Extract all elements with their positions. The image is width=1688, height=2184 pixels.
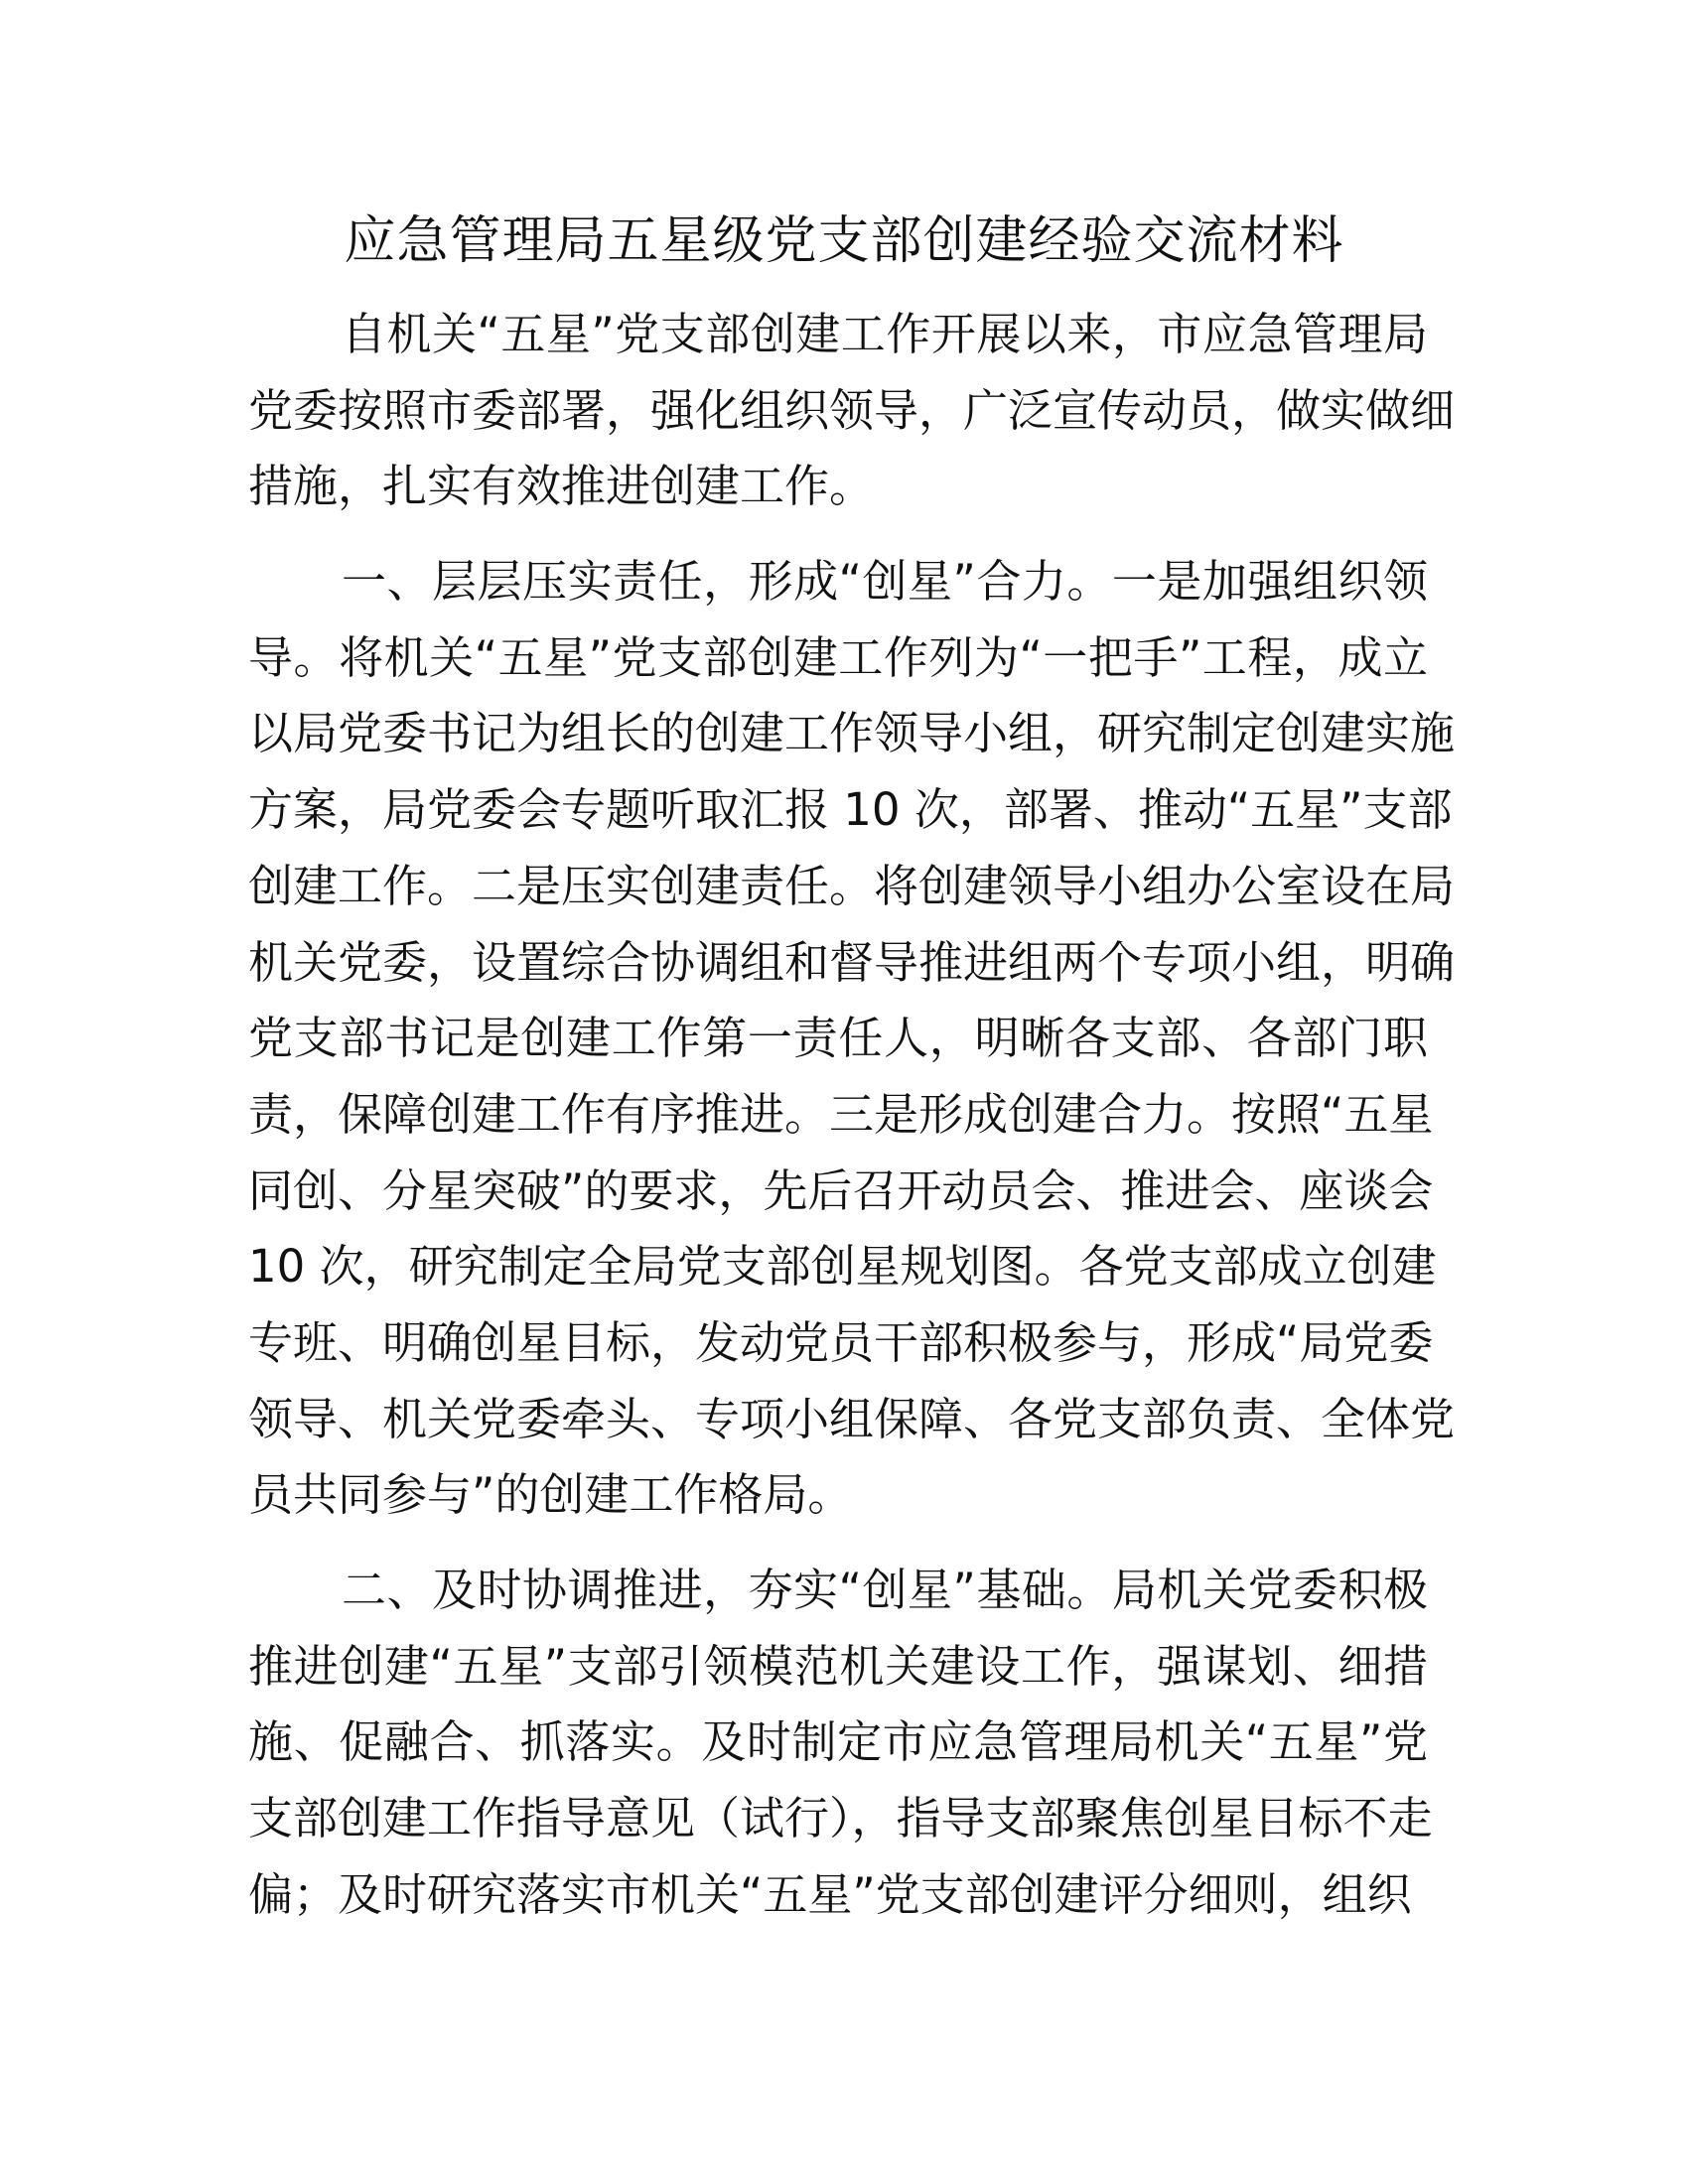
text-line: 导。将机关“五星”党支部创建工作列为“一把手”工程，成立 — [248, 630, 1428, 684]
paragraph — [248, 544, 1456, 1534]
document-title: 应急管理局五星级党支部创建经验交流材料 — [344, 211, 1344, 271]
text-line: 推进创建“五星”支部引领模范机关建设工作，强谋划、细措 — [248, 1639, 1428, 1693]
text-line: 施、促融合、抓落实。及时制定市应急管理局机关“五星”党 — [248, 1715, 1428, 1769]
paragraph — [248, 297, 1456, 525]
text-line: 以局党委书记为组长的创建工作领导小组，研究制定创建实施 — [248, 707, 1456, 760]
paragraph — [248, 1553, 1433, 1933]
text-line: 支部创建工作指导意见（试行），指导支部聚焦创星目标不走 — [248, 1792, 1433, 1845]
text-line: 偏；及时研究落实市机关“五星”党支部创建评分细则，组织 — [248, 1867, 1412, 1921]
text-line: 机关党委，设置综合协调组和督导推进组两个专项小组，明确 — [248, 935, 1456, 989]
text-line: 措施，扎实有效推进创建工作。 — [248, 460, 875, 513]
text-line: 自机关“五星”党支部创建工作开展以来，市应急管理局 — [342, 308, 1428, 360]
text-line: 二、及时协调推进，夯实“创星”基础。局机关党委积极 — [342, 1564, 1428, 1616]
text-line: 创建工作。二是压实创建责任。将创建领导小组办公室设在局 — [248, 859, 1456, 912]
text-line: 责，保障创建工作有序推进。三是形成创建合力。按照“五星 — [248, 1087, 1434, 1141]
text-line: 方案，局党委会专题听取汇报 10 次，部署、推动“五星”支部 — [248, 783, 1453, 837]
text-line: 同创、分星突破”的要求，先后召开动员会、推进会、座谈会 — [248, 1163, 1434, 1217]
text-line: 员共同参与”的创建工作格局。 — [248, 1468, 853, 1522]
text-line: 10 次，研究制定全局党支部创星规划图。各党支部成立创建 — [248, 1240, 1437, 1294]
text-line: 党支部书记是创建工作第一责任人，明晰各支部、各部门职 — [248, 1012, 1428, 1065]
text-line: 一、层层压实责任，形成“创星”合力。一是加强组织领 — [342, 555, 1428, 609]
text-line: 领导、机关党委牵头、专项小组保障、各党支部负责、全体党 — [248, 1392, 1456, 1445]
text-line: 专班、明确创星目标，发动党员干部积极参与，形成“局党委 — [248, 1315, 1434, 1369]
document-body — [248, 297, 1456, 1952]
text-line: 党委按照市委部署，强化组织领导，广泛宣传动员，做实做细 — [248, 383, 1456, 437]
